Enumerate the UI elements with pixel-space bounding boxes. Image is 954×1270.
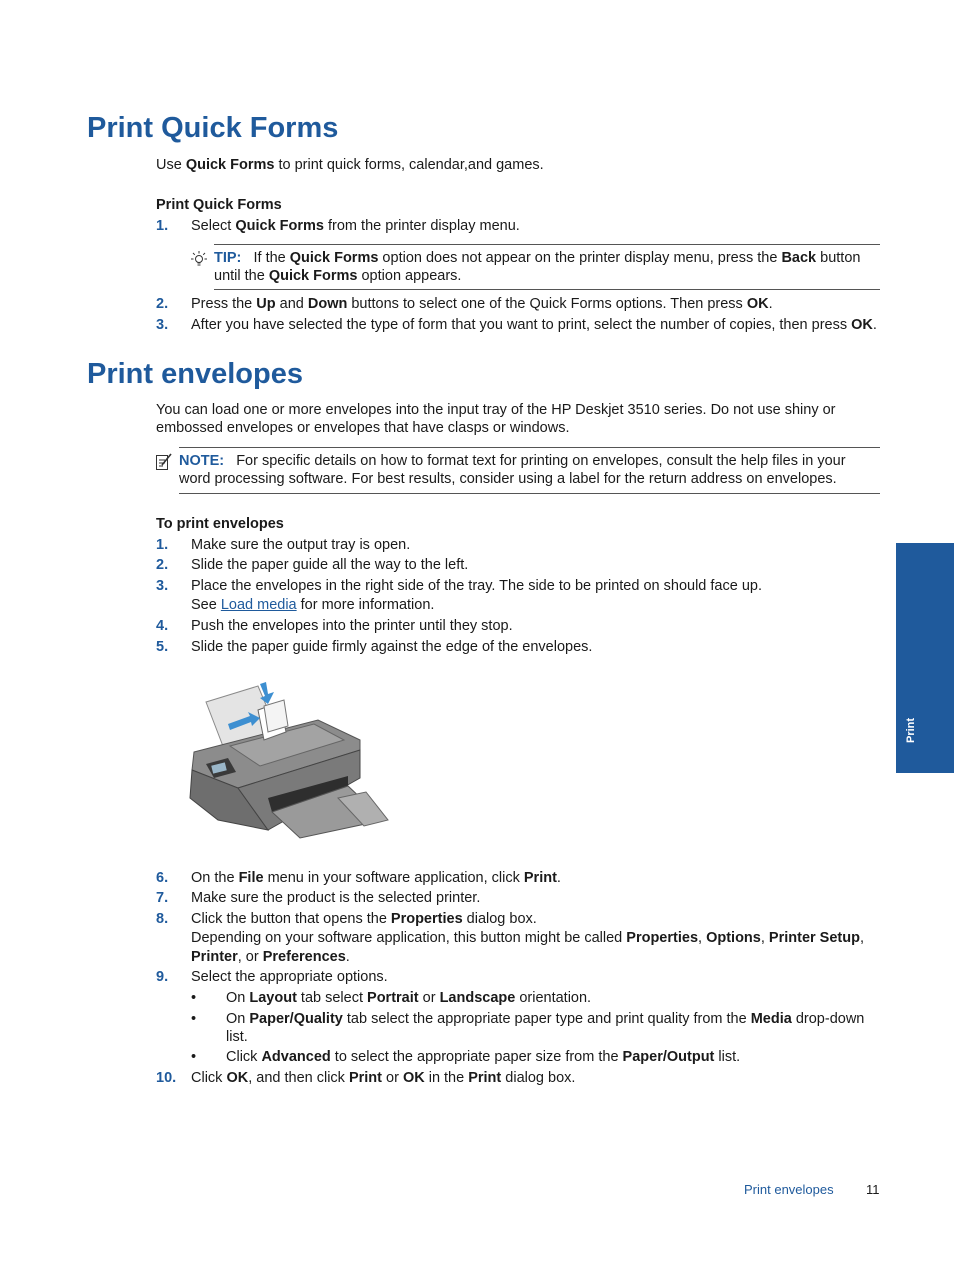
footer-page-number: 11 (866, 1182, 880, 1197)
options-bullet-paper-quality: • On Paper/Quality tab select the appropriate paper type and print quality from the Media drop-down list. (191, 1011, 865, 1045)
envelope-step-8: 8. Click the button that opens the Properties dialog box. Depending on your software application, this button might be called Properties, Options, Printer Setup, Printer, or Preferences. (156, 911, 864, 965)
page-title-envelopes: Print envelopes (87, 358, 303, 390)
envelope-step-4: 4. Push the envelopes into the printer until they stop. (156, 618, 513, 634)
printer-envelope-illustration (188, 680, 390, 840)
tip-callout: TIP: If the Quick Forms option does not appear on the printer display menu, press the Back button until the Quick Forms option appears. (214, 244, 880, 290)
chapter-side-tab (896, 543, 954, 773)
load-media-link[interactable]: Load media (220, 597, 297, 613)
envelope-step-5: 5. Slide the paper guide firmly against the edge of the envelopes. (156, 639, 593, 655)
options-bullet-advanced: • Click Advanced to select the appropriate paper size from the Paper/Output list. (191, 1049, 741, 1065)
quick-forms-step-1: 1. Select Quick Forms from the printer display menu. (156, 218, 520, 234)
envelope-step-3: 3. Place the envelopes in the right side of the tray. The side to be printed on should face up. See Load media for more information. (156, 578, 762, 613)
note-pencil-icon (155, 452, 173, 472)
envelope-step-7: 7. Make sure the product is the selected printer. (156, 890, 481, 906)
options-bullet-layout: • On Layout tab select Portrait or Landscape orientation. (191, 990, 592, 1006)
footer-section-name: Print envelopes (744, 1182, 834, 1197)
envelope-step-10: 10. Click OK, and then click Print or OK in the Print dialog box. (156, 1070, 576, 1086)
page-title-quick-forms: Print Quick Forms (87, 112, 339, 144)
envelope-step-6: 6. On the File menu in your software application, click Print. (156, 870, 561, 886)
quick-forms-intro: Use Quick Forms to print quick forms, calendar,and games. (156, 157, 544, 173)
envelope-step-2: 2. Slide the paper guide all the way to the left. (156, 557, 469, 573)
quick-forms-step-3: 3. After you have selected the type of form that you want to print, select the number of copies, then press OK. (156, 317, 877, 333)
chapter-side-tab-label: Print (905, 717, 917, 743)
lightbulb-tip-icon (189, 250, 209, 268)
envelope-step-1: 1. Make sure the output tray is open. (156, 537, 411, 553)
envelopes-subheading: To print envelopes (156, 516, 284, 532)
quick-forms-subheading: Print Quick Forms (156, 197, 282, 213)
envelope-step-9: 9. Select the appropriate options. (156, 969, 388, 985)
note-callout: NOTE: For specific details on how to format text for printing on envelopes, consult the help files in your word processing software. For best results, consider using a label for the return address on envelopes. (179, 447, 880, 494)
quick-forms-step-2: 2. Press the Up and Down buttons to select one of the Quick Forms options. Then press OK. (156, 296, 773, 312)
envelopes-intro: You can load one or more envelopes into the input tray of the HP Deskjet 3510 series. Do not use shiny or embossed envelopes or envelopes that have clasps or windows. (156, 402, 836, 436)
